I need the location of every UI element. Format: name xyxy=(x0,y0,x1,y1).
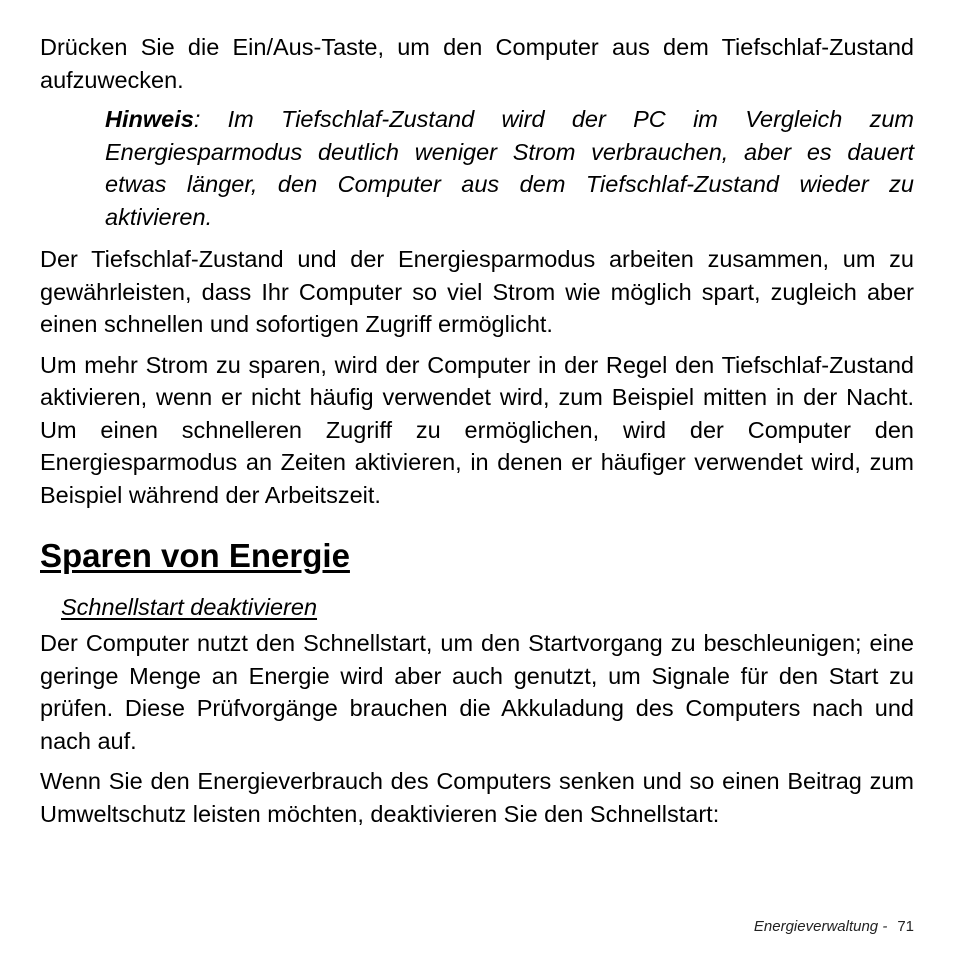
paragraph-hibernate-sleep: Der Tiefschlaf-Zustand und der Energiesparmodus arbeiten zusammen, um zu gewährleisten, dass Ihr Computer so viel Strom wie möglich spart, zugleich aber einen schnellen und sofortigen Zugriff ermöglicht. xyxy=(40,246,914,337)
section-heading: Sparen von Energie xyxy=(40,537,350,574)
paragraph-fast-startup: Der Computer nutzt den Schnellstart, um den Startvorgang zu beschleunigen; eine geringe Menge an Energie wird aber auch genutzt, um Signale für den Start zu prüfen. Diese Prüfvorgänge brauchen die Akkuladung des Computers nach und nach auf. xyxy=(40,630,914,754)
note-paragraph xyxy=(105,103,914,233)
paragraph-disable-fast-startup: Wenn Sie den Energieverbrauch des Computers senken und so einen Beitrag zum Umweltschutz leisten möchten, deaktivieren Sie den Schnellstart: xyxy=(40,768,914,827)
note-label: Hinweis xyxy=(105,106,194,132)
footer-chapter: Energieverwaltung - xyxy=(753,918,888,935)
paragraph-save-power: Um mehr Strom zu sparen, wird der Computer in der Regel den Tiefschlaf-Zustand aktivieren, wenn er nicht häufig verwendet wird, zum Beispiel mitten in der Nacht. Um einen schnelleren Zugriff zu ermöglichen, wird der Computer den Energiesparmodus an Zeiten aktivieren, in denen er häufiger verwendet wird, zum Beispiel während der Arbeitszeit. xyxy=(40,351,914,508)
document-page xyxy=(40,31,914,830)
paragraph-wake-up: Drücken Sie die Ein/Aus-Taste, um den Computer aus dem Tiefschlaf-Zustand aufzuwecken. xyxy=(40,34,914,93)
page-footer xyxy=(754,918,914,935)
page-number: 71 xyxy=(897,918,914,935)
subsection-heading: Schnellstart deaktivieren xyxy=(61,594,318,620)
note-text: : Im Tiefschlaf-Zustand wird der PC im Vergleich zum Energiesparmodus deutlich weniger Strom verbrauchen, aber es dauert etwas länger, den Computer aus dem Tiefschlaf-Zustand wieder zu aktivieren. xyxy=(105,106,914,230)
